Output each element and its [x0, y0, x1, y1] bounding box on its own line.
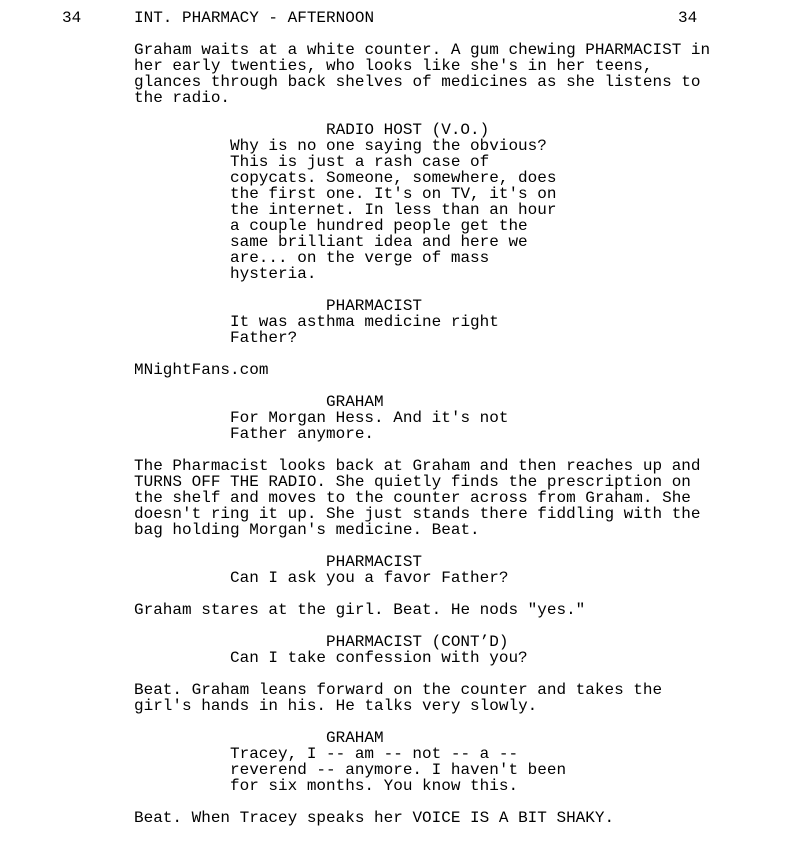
dialogue-pharmacist-1: It was asthma medicine right Father?: [230, 313, 499, 347]
character-pharmacist-2: PHARMACIST: [326, 553, 423, 571]
scene-number-right: 34: [678, 9, 698, 27]
dialogue-graham-2: Tracey, I -- am -- not -- a -- reverend -- anymore. I haven't been for six months. You know this.: [230, 745, 567, 795]
character-pharmacist-3: PHARMACIST (CONT’D): [326, 633, 509, 651]
action-block-3: Graham stares at the girl. Beat. He nods "yes.": [134, 601, 586, 619]
character-graham-2: GRAHAM: [326, 729, 384, 747]
action-block-1: Graham waits at a white counter. A gum chewing PHARMACIST in her early twenties, who looks like she's in her teens, glances through back shelves of medicines as she listens to the radio.: [134, 41, 711, 107]
watermark-text: MNightFans.com: [134, 361, 269, 379]
character-graham-1: GRAHAM: [326, 393, 384, 411]
dialogue-radio-host: Why is no one saying the obvious? This is just a rash case of copycats. Someone, somewhere, does the first one. It's on TV, it's on the internet. In less than an hour a couple hundred people get the same brilliant idea and here we are... on the verge of mass hysteria.: [230, 137, 557, 283]
action-block-4: Beat. Graham leans forward on the counter and takes the girl's hands in his. He talks very slowly.: [134, 681, 663, 715]
dialogue-pharmacist-3: Can I take confession with you?: [230, 649, 528, 667]
dialogue-pharmacist-2: Can I ask you a favor Father?: [230, 569, 509, 587]
character-pharmacist-1: PHARMACIST: [326, 297, 423, 315]
action-block-5: Beat. When Tracey speaks her VOICE IS A BIT SHAKY.: [134, 809, 615, 827]
scene-number-left: 34: [62, 9, 82, 27]
action-block-2: The Pharmacist looks back at Graham and then reaches up and TURNS OFF THE RADIO. She quietly finds the prescription on the shelf and moves to the counter across from Graham. She doesn't ring it up. She just stands there fiddling with the bag holding Morgan's medicine. Beat.: [134, 457, 701, 539]
scene-heading: INT. PHARMACY - AFTERNOON: [134, 9, 375, 27]
character-radio-host: RADIO HOST (V.O.): [326, 121, 490, 139]
dialogue-graham-1: For Morgan Hess. And it's not Father anymore.: [230, 409, 509, 443]
